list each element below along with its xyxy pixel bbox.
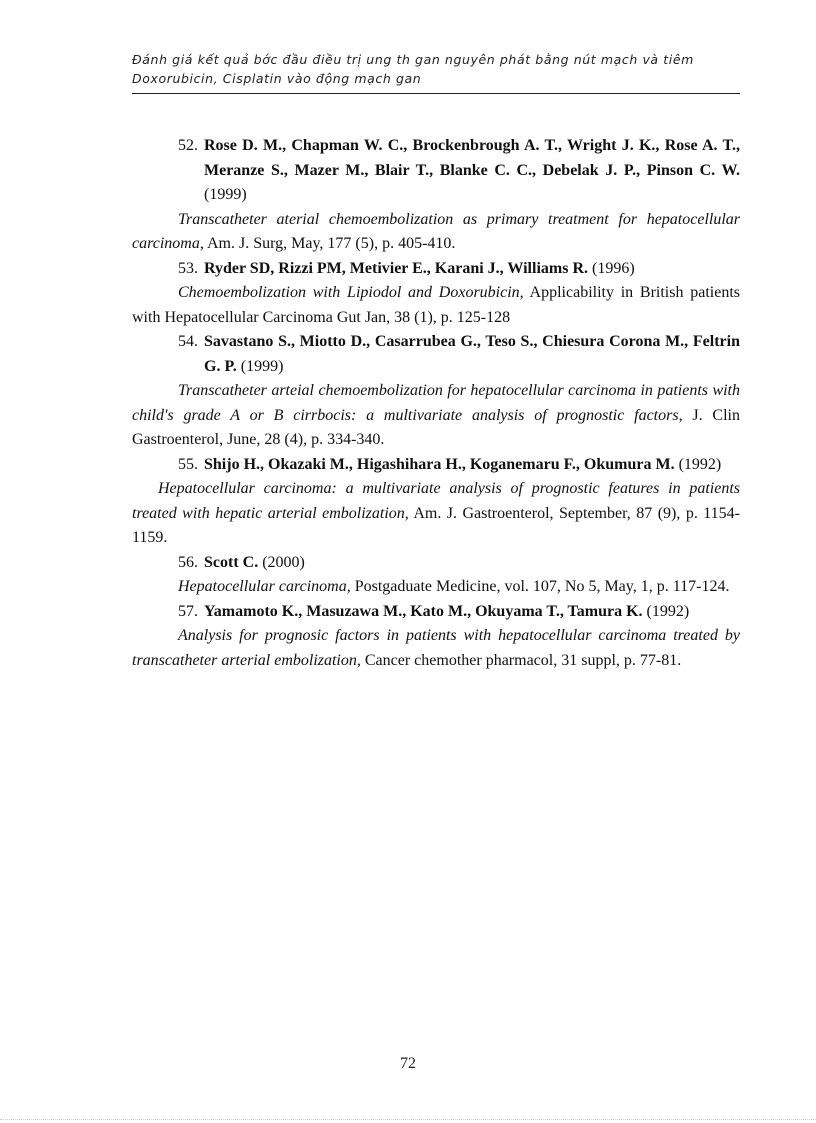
reference-source: Am. J. Gastroenterol, September, 87 (9), p. 1154-1159.	[132, 504, 741, 546]
reference-list	[132, 134, 740, 673]
reference-authors: Rose D. M., Chapman W. C., Brockenbrough A. T., Wright J. K., Rose A. T., Meranze S., Mazer M., Blair T., Blanke C. C., Debelak J. P., Pinson C. W.	[204, 137, 740, 179]
reference-source: , J. Clin Gastroenterol, June, 28 (4), p. 334-340.	[132, 406, 740, 448]
page-number: 72	[400, 1055, 416, 1072]
reference-item	[132, 134, 740, 257]
reference-authors: Scott C.	[204, 553, 259, 571]
reference-number: 52.	[178, 137, 198, 154]
running-header	[132, 50, 740, 88]
reference-number: 55.	[178, 455, 198, 473]
page-edge-divider	[0, 1119, 816, 1120]
reference-item	[132, 600, 740, 674]
reference-title: Transcatheter arteial chemoembolization for hepatocellular carcinoma in patients with child's grade A or B cirrbocis: a multivariate analysis of prognostic factors	[132, 382, 740, 424]
reference-number: 56.	[178, 553, 198, 571]
reference-item	[132, 257, 740, 331]
reference-title: Hepatocellular carcinoma: a multivariate analysis of prognostic features in patients treated with hepatic arterial embolization,	[132, 480, 740, 522]
reference-title: Hepatocellular carcinoma,	[178, 578, 351, 595]
header-divider	[132, 93, 740, 94]
reference-number: 57.	[178, 602, 198, 620]
running-header-line-2: Doxorubicin, Cisplatin vào động mạch gan	[132, 71, 422, 86]
reference-source: , Applicability in British patients with Hepatocellular Carcinoma Gut Jan, 38 (1), p. 125-128	[132, 284, 740, 326]
reference-year: (1992)	[646, 602, 690, 620]
reference-authors: Yamamoto K., Masuzawa M., Kato M., Okuyama T., Tamura K.	[204, 602, 643, 620]
reference-year: (1999)	[204, 186, 247, 203]
reference-title: Transcatheter aterial chemoembolization as primary treatment for hepatocellular carcinoma	[132, 210, 740, 252]
reference-year: (1992)	[678, 455, 722, 473]
reference-year: (2000)	[262, 553, 305, 571]
reference-number: 54.	[178, 333, 198, 350]
reference-source: , Am. J. Surg, May, 177 (5), p. 405-410.	[199, 235, 456, 252]
reference-number: 53.	[178, 259, 198, 277]
reference-authors: Savastano S., Miotto D., Casarrubea G., Teso S., Chiesura Corona M., Feltrin G. P.	[204, 333, 740, 375]
reference-year: (1996)	[592, 259, 635, 277]
reference-source: Postgaduate Medicine, vol. 107, No 5, May, 1, p. 117-124.	[350, 578, 730, 595]
reference-year: (1999)	[240, 357, 284, 375]
reference-source: Cancer chemother pharmacol, 31 suppl, p. 77-81.	[360, 651, 682, 669]
reference-item	[132, 330, 740, 453]
reference-item	[132, 551, 740, 600]
reference-title: Analysis for prognosic factors in patients with hepatocellular carcinoma treated by transcatheter arterial embolization,	[132, 627, 740, 669]
reference-authors: Shijo H., Okazaki M., Higashihara H., Koganemaru F., Okumura M.	[204, 455, 675, 473]
reference-authors: Ryder SD, Rizzi PM, Metivier E., Karani J., Williams R.	[204, 259, 588, 277]
reference-title: Chemoembolization with Lipiodol and Doxorubicin	[178, 284, 520, 301]
running-header-line-1: Đánh giá kết quả bớc đầu điều trị ung th gan nguyên phát bằng nút mạch và tiêm	[132, 52, 694, 67]
reference-item	[132, 453, 740, 551]
